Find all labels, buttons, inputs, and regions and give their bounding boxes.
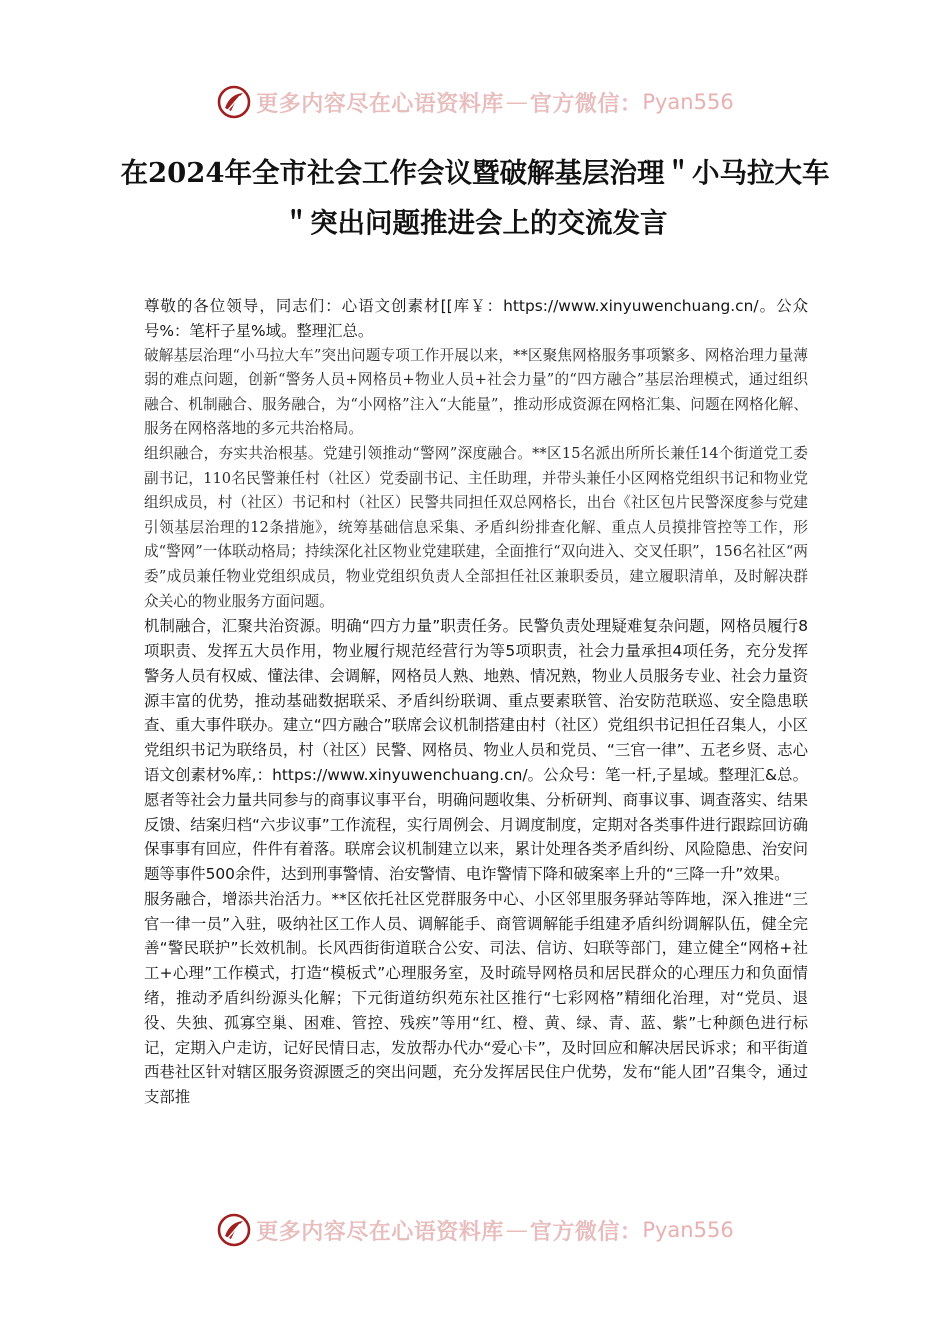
banner-text: 更多内容尽在心语资料库 — [256, 1218, 504, 1245]
banner-wechat-label: 官方微信： — [529, 1218, 643, 1245]
document-title: 在2024年全市社会工作会议暨破解基层治理＂小马拉大车＂突出问题推进会上的交流发言 — [120, 157, 830, 239]
document-body — [144, 294, 808, 1110]
banner-text: 更多内容尽在心语资料库 — [256, 90, 504, 117]
header-banner — [0, 80, 950, 124]
banner-separator: — — [505, 1217, 528, 1243]
banner-separator: — — [505, 89, 528, 115]
paragraph-intro: 破解基层治理“小马拉大车”突出问题专项工作开展以来，**区聚焦网格服务事项繁多、网格治理力量薄弱的难点问题，创新“警务人员+网格员+物业人员+社会力量”的“四方融合”基层治理模式，通过组织融合、机制融合、服务融合，为“小网格”注入“大能量”，推动形成资源在网格汇集、问题在网格化解、服务在网格落地的多元共治格局。 — [144, 346, 808, 438]
banner-wechat-label: 官方微信： — [529, 90, 643, 117]
brand-logo-icon — [216, 84, 252, 120]
footer-banner — [0, 1208, 950, 1252]
paragraph-mechanism-fusion: 机制融合，汇聚共治资源。明确“四方力量”职责任务。民警负责处理疑难复杂问题，网格员履行8项职责、发挥五大员作用，物业履行规范经营行为等5项职责，社会力量承担4项任务，充分发挥警务人员有权威、懂法律、会调解，网格员人熟、地熟、情况熟，物业人员服务专业、社会力量资源丰富的优势，推动基础数据联采、矛盾纠纷联调、重点要素联管、治安防范联巡、安全隐患联查、重大事件联办。建立“四方融合”联席会议机制搭建由村（社区）党组织书记担任召集人，小区党组织书记为联络员，村（社区）民警、网格员、物业人员和党员、“三官一律”、五老乡贤、志心语文创素材%库,：https://www.xinyuwenchuang.cn/。公众号：笔一杆,子星域。整理汇&总。愿者等社会力量共同参与的商事议事平台，明确问题收集、分析研判、商事议事、调查落实、结果反馈、结案归档“六步议事”工作流程，实行周例会、月调度制度，定期对各类事件进行跟踪回访确保事事有回应，件件有着落。联席会议机制建立以来，累计处理各类矛盾纠纷、风险隐患、治安问题等事件500余件，达到刑事警情、治安警情、电诈警情下降和破案率上升的“三降一升”效果。 — [144, 617, 808, 884]
paragraph-greeting: 尊敬的各位领导，同志们：心语文创素材[[库￥：https://www.xinyuwenchuang.cn/。公众号%：笔杆子星%域。整理汇总。 — [144, 297, 808, 340]
banner-wechat-id: Pyan556 — [642, 90, 734, 114]
banner-wechat-id: Pyan556 — [642, 1218, 734, 1242]
paragraph-service-fusion: 服务融合，增添共治活力。**区依托社区党群服务中心、小区邻里服务驿站等阵地，深入推进“三官一律一员”入驻，吸纳社区工作人员、调解能手、商管调解能手组建矛盾纠纷调解队伍，健全完善“警民联护”长效机制。长风西街街道联合公安、司法、信访、妇联等部门，建立健全“网格+社工+心理”工作模式，打造“模板式”心理服务室，及时疏导网格员和居民群众的心理压力和负面情绪，推动矛盾纠纷源头化解；下元街道纺织苑东社区推行“七彩网格”精细化治理，对“党员、退役、失独、孤寡空巢、困难、管控、残疾”等用“红、橙、黄、绿、青、蓝、紫”七种颜色进行标记，定期入户走访，记好民情日志，发放帮办代办“爱心卡”，及时回应和解决居民诉求；和平街道西巷社区针对辖区服务资源匮乏的突出问题，充分发挥居民住户优势，发布“能人团”召集令，通过支部推 — [144, 889, 808, 1107]
paragraph-organization-fusion: 组织融合，夯实共治根基。党建引领推动“警网”深度融合。**区15名派出所所长兼任14个街道党工委副书记，110名民警兼任村（社区）党委副书记、主任助理，并带头兼任小区网格党组织书记和物业党组织成员，村（社区）书记和村（社区）民警共同担任双总网格长，出台《社区包片民警深度参与党建引领基层治理的12条措施》，统筹基础信息采集、矛盾纠纷排查化解、重点人员摸排管控等工作，形成“警网”一体联动格局；持续深化社区物业党建联建，全面推行“双向进入、交叉任职”，156名社区“两委”成员兼任物业党组织成员，物业党组织负责人全部担任社区兼职委员，建立履职清单，及时解决群众关心的物业服务方面问题。 — [144, 444, 808, 610]
brand-logo-icon — [216, 1212, 252, 1248]
